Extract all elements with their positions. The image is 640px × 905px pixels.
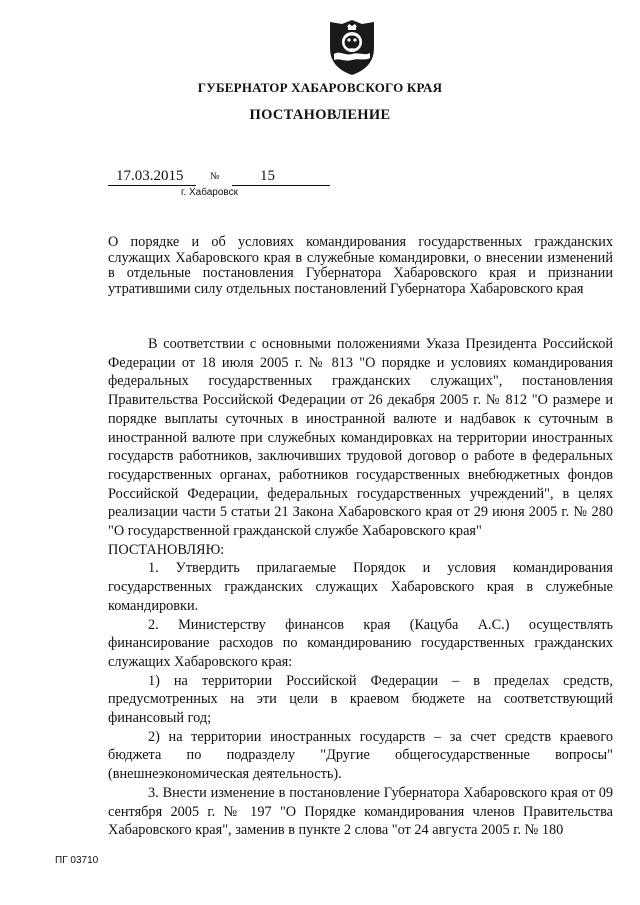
item-1-paragraph: 1. Утвердить прилагаемые Порядок и условия командирования государственных гражданских служащих Хабаровского края в служебные командировки. (108, 560, 613, 614)
document-date: 17.03.2015 (108, 168, 196, 186)
preamble-paragraph: В соответствии с основными положениями Указа Президента Российской Федерации от 18 июля 2005 г. № 813 "О порядке и условиях командирования федеральных государственных гражданских служащих", постановления Правительства Российской Федерации от 26 декабря 2005 г. № 812 "О размере и порядке выплаты суточных в иностранной валюте и надбавок к суточным в иностранной валюте при служебных командировках на территории иностранных государств работников, заключивших трудовой договор о работе в федеральных государственных органах, работников государственных внебюджетных фондов Российской Федерации, федеральных государственных учреждений", в целях реализации части 5 статьи 21 Закона Хабаровского края от 29 июня 2005 г. № 280 "О государственной гражданской службе Хабаровского края" (108, 336, 613, 540)
document-type-title: ПОСТАНОВЛЕНИЕ (249, 107, 391, 123)
document-number: 15 (232, 168, 330, 186)
date-number-line (108, 168, 330, 186)
item-2-2-paragraph: 2) на территории иностранных государств – за счет средств краевого бюджета по подразделу "Другие общегосударственные вопросы" (внешнеэкономическая деятельность). (108, 728, 613, 783)
item-2-paragraph: 2. Министерству финансов края (Кацуба А.С.) осуществлять финансирование расходов по командированию государственных гражданских служащих Хабаровского края: (108, 616, 613, 670)
item-3-paragraph: 3. Внести изменение в постановление Губернатора Хабаровского края от 09 сентября 2005 г. № 197 "О Порядке командирования членов Правительства Хабаровского края", заменив в пункте 2 слова "от 24 августа 2005 г. № 180 (108, 784, 613, 839)
issuing-authority: ГУБЕРНАТОР ХАБАРОВСКОГО КРАЯ (197, 80, 443, 95)
document-body (108, 335, 613, 840)
decree-word: ПОСТАНОВЛЯЮ: (108, 541, 225, 558)
item-2-1-paragraph: 1) на территории Российской Федерации – в пределах средств, предусмотренных на эти цели в краевом бюджете на соответствующий финансовый год; (108, 672, 613, 727)
form-code: ПГ 03710 (55, 855, 99, 866)
document-city: г. Хабаровск (181, 187, 238, 198)
coat-of-arms-emblem (327, 18, 377, 76)
number-label: № (210, 171, 220, 182)
document-subject: О порядке и об условиях командирования государственных гражданских служащих Хабаровского края в служебные командировки, о внесении изменений в отдельные постановления Губернатора Хабаровского края и признании утратившими силу отдельных постановлений Губернатора Хабаровского края (108, 234, 613, 297)
